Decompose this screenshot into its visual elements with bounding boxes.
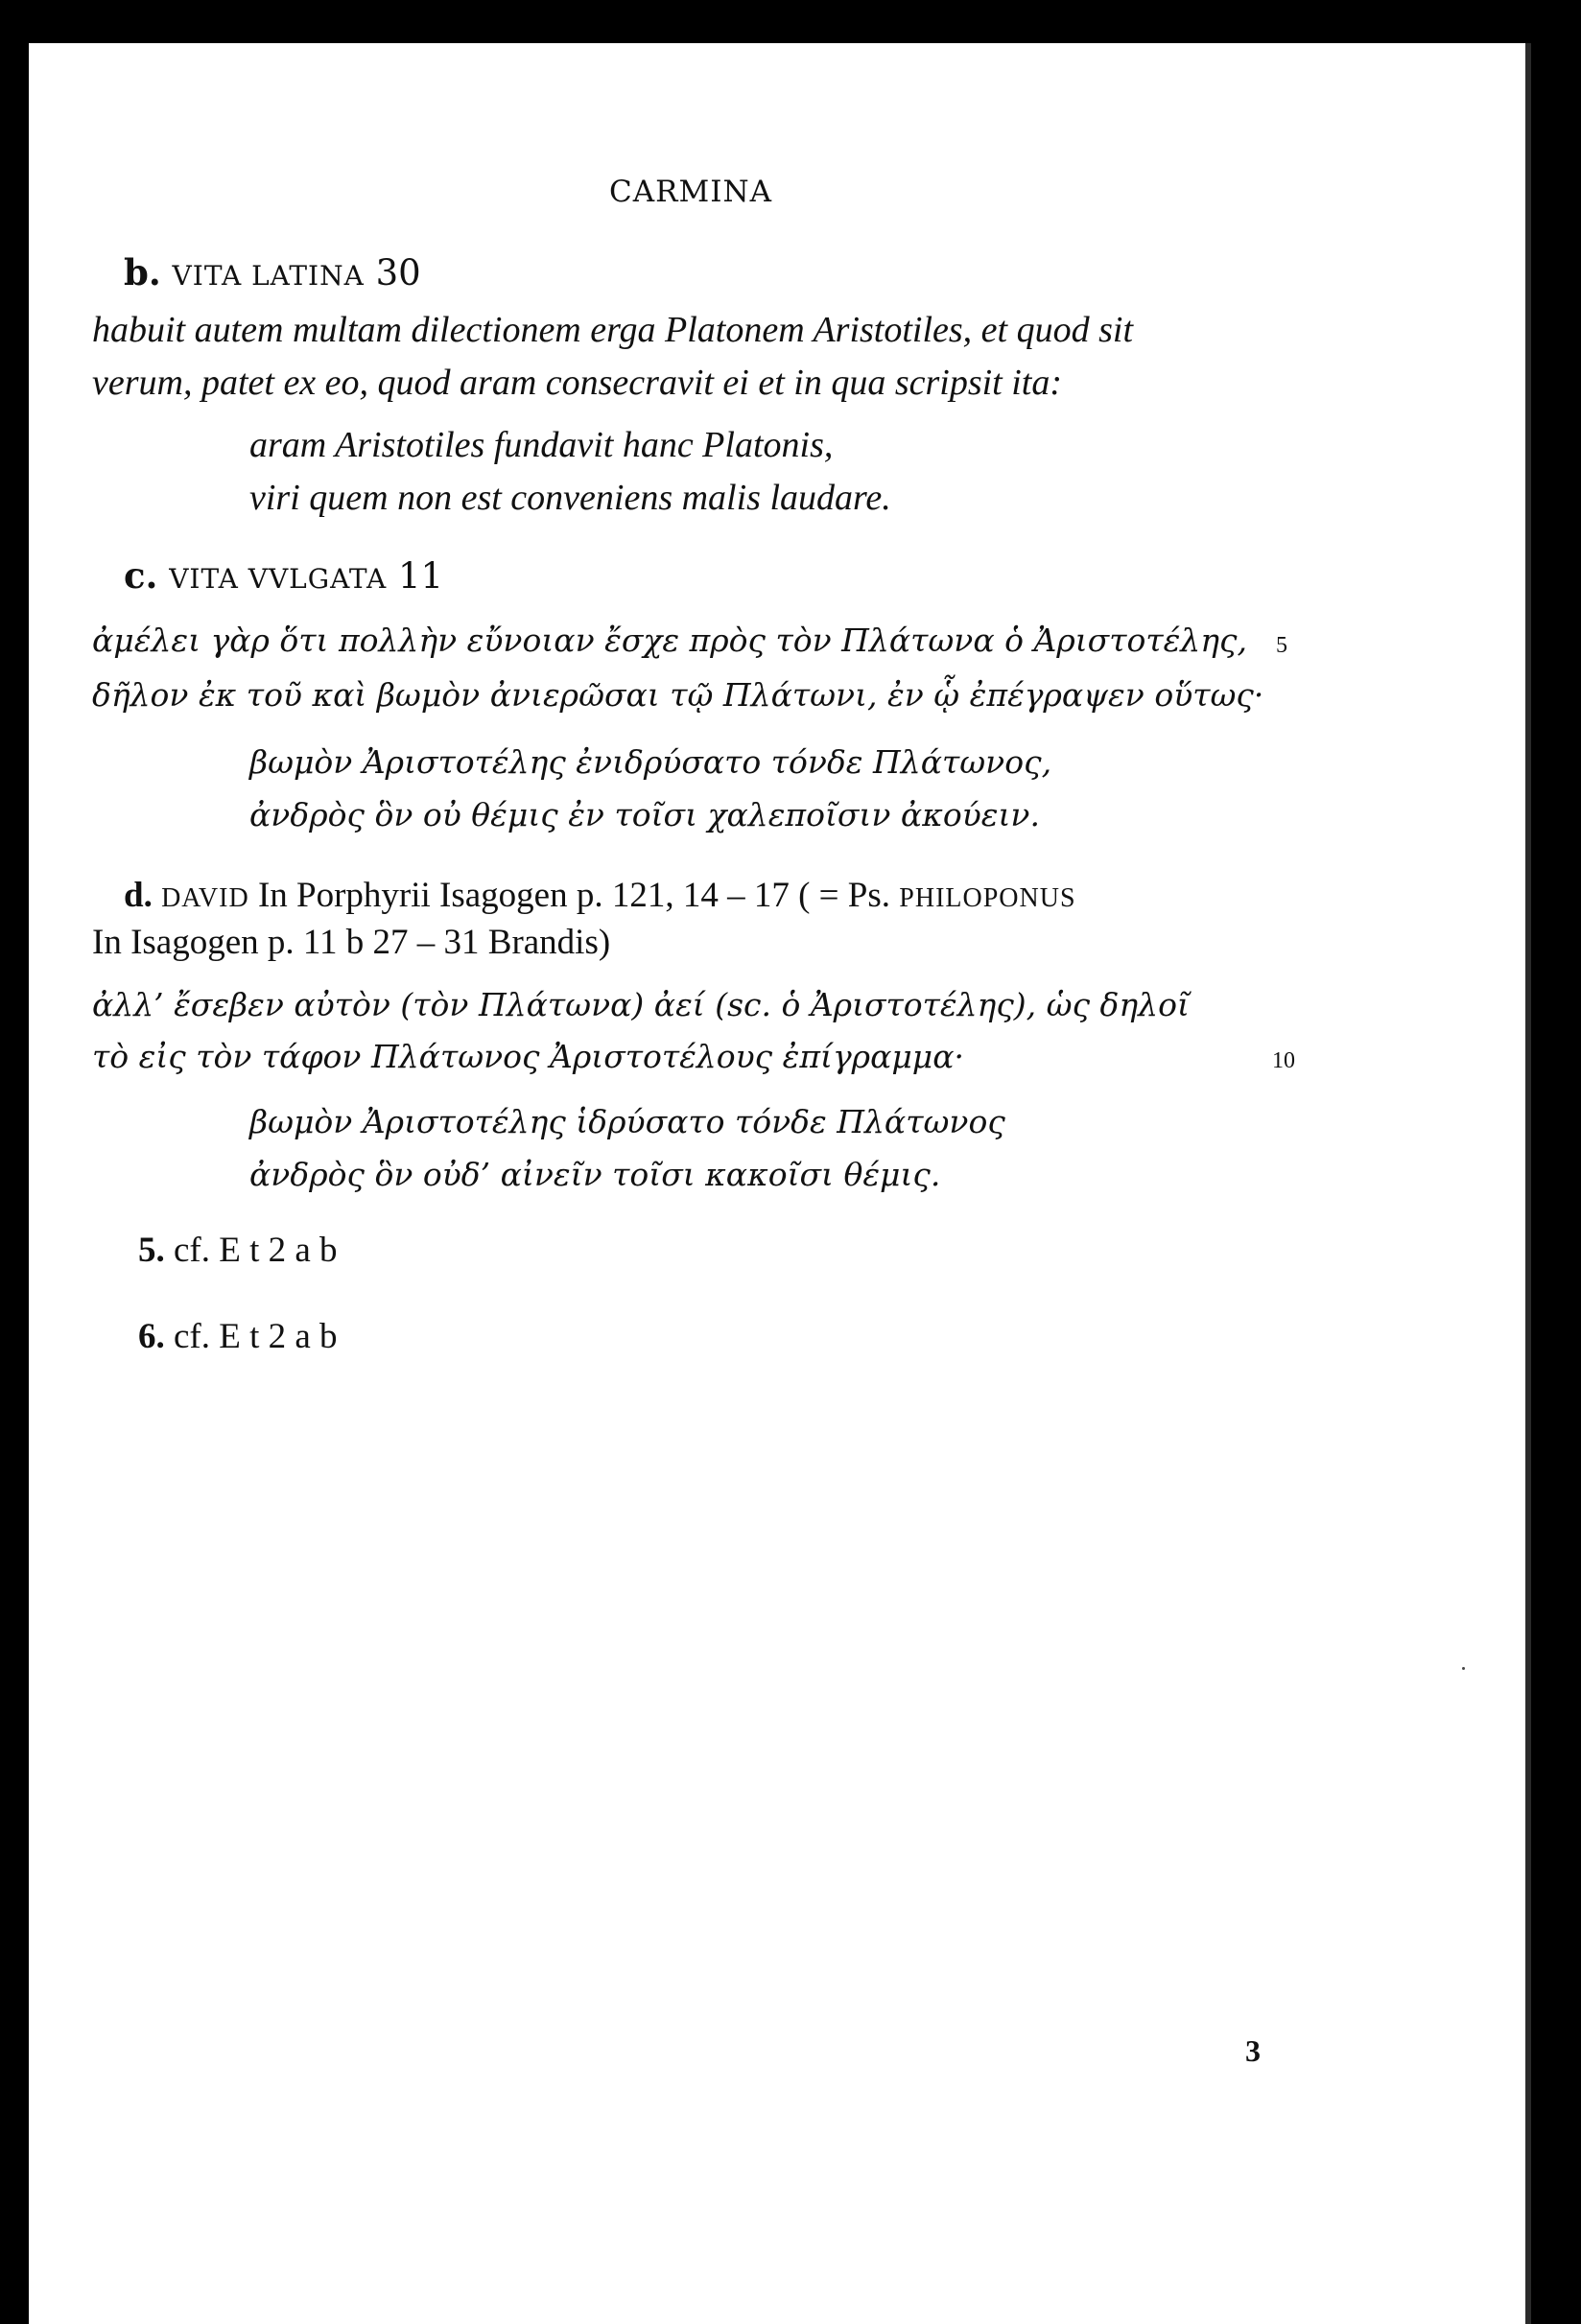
section-b-verse-line-2: viri quem non est conveniens malis laudare.: [249, 478, 891, 518]
page-edge: [1525, 43, 1531, 2324]
line-number-10: 10: [1272, 1048, 1295, 1073]
section-d-verse-line-2: ἀνδρὸς ὃν οὐδ’ αἰνεῖν τοῖσι κακοῖσι θέμις.: [249, 1156, 941, 1193]
entry-text: cf. E t 2 a b: [174, 1231, 338, 1270]
section-d-author: DAVID: [161, 883, 249, 913]
section-d-reference-line-1: [124, 875, 1076, 916]
running-head: CARMINA: [609, 175, 772, 209]
section-d-author-2: PHILOPONUS: [899, 883, 1076, 913]
entry-text: cf. E t 2 a b: [174, 1317, 338, 1356]
section-d-reference-line-2: In Isagogen p. 11 b 27 – 31 Brandis): [92, 923, 611, 962]
section-b-source: VITA LATINA: [172, 260, 365, 292]
section-b-number: 30: [375, 252, 421, 293]
section-c-prose-line-2: δῆλον ἐκ τοῦ καὶ βωμὸν ἀνιερῶσαι τῷ Πλάτωνι, ἐν ᾧ ἐπέγραψεν οὕτως·: [92, 676, 1264, 714]
section-d-prose-line-1: ἀλλ’ ἔσεβεν αὐτὸν (τὸν Πλάτωνα) ἀεί (sc. ὁ Ἀριστοτέλης), ὡς δηλοῖ: [92, 986, 1190, 1023]
section-b-verse-line-1: aram Aristotiles fundavit hanc Platonis,: [249, 425, 834, 465]
section-c-prose-line-1: ἀμέλει γὰρ ὅτι πολλὴν εὔνοιαν ἔσχε πρὸς τὸν Πλάτωνα ὁ Ἀριστοτέλης,: [92, 622, 1247, 659]
section-c-heading: [124, 554, 443, 597]
section-b-prose-line-1: habuit autem multam dilectionem erga Platonem Aristotiles, et quod sit: [92, 310, 1134, 350]
folio-number: 3: [1245, 2033, 1261, 2068]
section-c-verse-line-1: βωμὸν Ἀριστοτέλης ἐνιδρύσατο τόνδε Πλάτωνος,: [249, 743, 1052, 781]
section-d-verse-line-1: βωμὸν Ἀριστοτέλης ἱδρύσατο τόνδε Πλάτωνος: [249, 1103, 1005, 1140]
scan-speck: [1462, 1667, 1465, 1670]
section-d-letter: d.: [124, 876, 153, 915]
entry-number: 5.: [138, 1231, 165, 1270]
section-b-letter: b.: [124, 251, 161, 293]
line-number-5: 5: [1276, 633, 1287, 658]
entry-5: [138, 1230, 338, 1271]
entry-number: 6.: [138, 1317, 165, 1356]
section-b-heading: [124, 251, 421, 293]
section-c-letter: c.: [124, 554, 158, 597]
section-c-source: VITA VVLGATA: [169, 563, 388, 595]
entry-6: [138, 1316, 338, 1357]
section-c-number: 11: [397, 555, 444, 597]
section-d-reference: In Porphyrii Isagogen p. 121, 14 – 17 ( = Ps.: [257, 876, 891, 915]
section-c-verse-line-2: ἀνδρὸς ὃν οὐ θέμις ἐν τοῖσι χαλεποῖσιν ἀκούειν.: [249, 796, 1040, 833]
section-d-prose-line-2: τὸ εἰς τὸν τάφον Πλάτωνος Ἀριστοτέλους ἐπίγραμμα·: [92, 1038, 965, 1075]
section-b-prose-line-2: verum, patet ex eo, quod aram consecravit ei et in qua scripsit ita:: [92, 363, 1063, 403]
